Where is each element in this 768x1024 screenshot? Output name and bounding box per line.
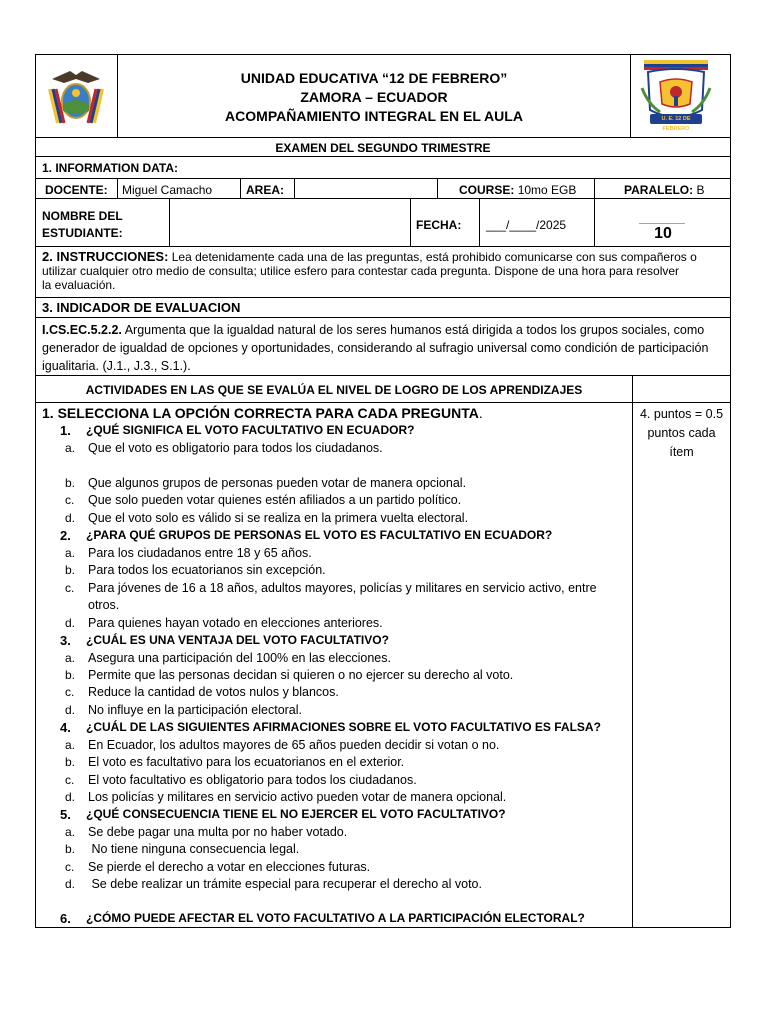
question-5-number: 5. bbox=[60, 807, 71, 822]
paralelo-field bbox=[624, 183, 704, 197]
course-field bbox=[459, 183, 576, 197]
indicator-label: 3. INDICADOR DE EVALUACION bbox=[42, 300, 241, 315]
q4-option-b[interactable]: El voto es facultativo para los ecuatorianos en el exterior. bbox=[88, 755, 405, 769]
info-section-label: 1. INFORMATION DATA: bbox=[42, 161, 178, 175]
q5-option-b[interactable]: No tiene ninguna consecuencia legal. bbox=[88, 842, 300, 856]
q1-option-d-letter: d. bbox=[65, 511, 76, 525]
school-city: ZAMORA – ECUADOR bbox=[300, 89, 448, 105]
q5-option-a-letter: a. bbox=[65, 825, 76, 839]
q2-option-a[interactable]: Para los ciudadanos entre 18 y 65 años. bbox=[88, 546, 312, 560]
course-value: 10mo EGB bbox=[517, 183, 577, 197]
q3-option-b[interactable]: Permite que las personas decidan si quieren o no ejercer su derecho al voto. bbox=[88, 668, 514, 682]
instructions-line-1: Lea detenidamente cada una de las preguntas, está prohibido comunicarse con sus compañeros o bbox=[168, 250, 697, 264]
instructions-block bbox=[42, 250, 726, 292]
q3-option-d-letter: d. bbox=[65, 703, 76, 717]
indicator-block bbox=[42, 321, 726, 375]
points-note bbox=[633, 405, 730, 462]
indicator-code: I.CS.EC.5.2.2. bbox=[42, 323, 122, 337]
nombre-label bbox=[42, 208, 123, 242]
question-1-text: ¿QUÉ SIGNIFICA EL VOTO FACULTATIVO EN ECUADOR? bbox=[86, 423, 415, 437]
question-6-number: 6. bbox=[60, 911, 71, 926]
q5-option-a[interactable]: Se debe pagar una multa por no haber votado. bbox=[88, 825, 348, 839]
exam-title: EXAMEN DEL SEGUNDO TRIMESTRE bbox=[275, 141, 491, 155]
q4-option-c[interactable]: El voto facultativo es obligatorio para todos los ciudadanos. bbox=[88, 773, 417, 787]
header-titles bbox=[118, 69, 630, 126]
nombre-label-line-2: ESTUDIANTE: bbox=[42, 226, 123, 240]
q3-option-a-letter: a. bbox=[65, 651, 76, 665]
exam-sheet bbox=[35, 54, 731, 928]
school-logo-icon bbox=[638, 58, 714, 134]
q1-option-c[interactable]: Que solo pueden votar quienes estén afiliados a un partido político. bbox=[88, 493, 462, 507]
q3-option-a[interactable]: Asegura una participación del 100% en las elecciones. bbox=[88, 651, 391, 665]
q5-option-d[interactable]: Se debe realizar un trámite especial para recuperar el derecho al voto. bbox=[88, 877, 482, 891]
q1-option-b[interactable]: Que algunos grupos de personas pueden votar de manera opcional. bbox=[88, 476, 467, 490]
score-value: 10 bbox=[654, 225, 672, 242]
question-4-text: ¿CUÁL DE LAS SIGUIENTES AFIRMACIONES SOBRE EL VOTO FACULTATIVO ES FALSA? bbox=[86, 720, 601, 734]
points-line-3: ítem bbox=[669, 445, 694, 459]
question-2-text: ¿PARA QUÉ GRUPOS DE PERSONAS EL VOTO ES FACULTATIVO EN ECUADOR? bbox=[86, 528, 553, 542]
question-2-number: 2. bbox=[60, 528, 71, 543]
question-6-text: ¿CÓMO PUEDE AFECTAR EL VOTO FACULTATIVO A LA PARTICIPACIÓN ELECTORAL? bbox=[86, 911, 585, 925]
school-logo-label: U. E. 12 DE FEBRERO bbox=[661, 116, 691, 132]
docente-value: Miguel Camacho bbox=[122, 183, 213, 197]
indicator-line-2: generador de igualdad de opciones y oportunidades, considerando al sufragio universal como condición de participación bbox=[42, 341, 709, 355]
q2-option-d-letter: d. bbox=[65, 616, 76, 630]
school-name: UNIDAD EDUCATIVA “12 DE FEBRERO” bbox=[240, 70, 508, 86]
nombre-label-line-1: NOMBRE DEL bbox=[42, 209, 123, 223]
points-line-2: puntos cada bbox=[647, 426, 716, 440]
q1-option-a[interactable]: Que el voto es obligatorio para todos los ciudadanos. bbox=[88, 441, 383, 455]
section-1-title: 1. SELECCIONA LA OPCIÓN CORRECTA PARA CADA PREGUNTA. bbox=[42, 405, 483, 421]
q3-option-c[interactable]: Reduce la cantidad de votos nulos y blancos. bbox=[88, 685, 339, 699]
question-3-text: ¿CUÁL ES UNA VENTAJA DEL VOTO FACULTATIVO? bbox=[86, 633, 389, 647]
q3-option-d[interactable]: No influye en la participación electoral. bbox=[88, 703, 303, 717]
q4-option-a[interactable]: En Ecuador, los adultos mayores de 65 años pueden decidir si votan o no. bbox=[88, 738, 500, 752]
student-name-field[interactable] bbox=[172, 201, 407, 243]
points-line-1: 4. puntos = 0.5 bbox=[639, 407, 724, 421]
ecuador-coat-of-arms-icon bbox=[44, 65, 108, 129]
q3-option-b-letter: b. bbox=[65, 668, 76, 682]
q4-option-b-letter: b. bbox=[65, 755, 76, 769]
indicator-line-3: igualitaria. (J.1., J.3., S.1.). bbox=[42, 359, 191, 373]
question-3-number: 3. bbox=[60, 633, 71, 648]
q2-option-b[interactable]: Para todos los ecuatorianos sin excepción. bbox=[88, 563, 326, 577]
q4-option-d-letter: d. bbox=[65, 790, 76, 804]
q4-option-d[interactable]: Los policías y militares en servicio activo pueden votar de manera opcional. bbox=[88, 790, 507, 804]
q2-option-c-continued: otros. bbox=[88, 598, 120, 612]
q2-option-d[interactable]: Para quienes hayan votado en elecciones anteriores. bbox=[88, 616, 383, 630]
q2-option-b-letter: b. bbox=[65, 563, 76, 577]
q1-option-d[interactable]: Que el voto solo es válido si se realiza en la primera vuelta electoral. bbox=[88, 511, 469, 525]
q2-option-c[interactable]: Para jóvenes de 16 a 18 años, adultos mayores, policías y militares en servicio activo, entre bbox=[88, 581, 597, 595]
q5-option-c-letter: c. bbox=[65, 860, 75, 874]
program-name: ACOMPAÑAMIENTO INTEGRAL EN EL AULA bbox=[225, 108, 523, 124]
area-field[interactable] bbox=[300, 183, 430, 197]
q2-option-a-letter: a. bbox=[65, 546, 76, 560]
docente-label: DOCENTE: bbox=[45, 183, 108, 197]
question-1-number: 1. bbox=[60, 423, 71, 438]
question-5-text: ¿QUÉ CONSECUENCIA TIENE EL NO EJERCER EL VOTO FACULTATIVO? bbox=[86, 807, 506, 821]
q5-option-c[interactable]: Se pierde el derecho a votar en elecciones futuras. bbox=[88, 860, 371, 874]
paralelo-value: B bbox=[696, 183, 705, 197]
fecha-field[interactable]: ___/____/2025 bbox=[486, 218, 567, 232]
paralelo-label: PARALELO: bbox=[624, 183, 694, 197]
q4-option-c-letter: c. bbox=[65, 773, 75, 787]
fecha-label: FECHA: bbox=[416, 218, 462, 232]
score-line bbox=[639, 223, 685, 224]
indicator-line-1: Argumenta que la igualdad natural de los seres humanos está dirigida a todos los grupos sociales, como bbox=[121, 323, 705, 337]
instructions-label: 2. INSTRUCCIONES: bbox=[42, 249, 169, 264]
q1-option-b-letter: b. bbox=[65, 476, 76, 490]
question-4-number: 4. bbox=[60, 720, 71, 735]
q4-option-a-letter: a. bbox=[65, 738, 76, 752]
q3-option-c-letter: c. bbox=[65, 685, 75, 699]
q5-option-d-letter: d. bbox=[65, 877, 76, 891]
area-label: AREA: bbox=[246, 183, 284, 197]
instructions-line-3: la evaluación. bbox=[42, 278, 116, 292]
activities-header: ACTIVIDADES EN LAS QUE SE EVALÚA EL NIVEL DE LOGRO DE LOS APRENDIZAJES bbox=[85, 383, 583, 397]
q5-option-b-letter: b. bbox=[65, 842, 76, 856]
q1-option-a-letter: a. bbox=[65, 441, 76, 455]
course-label: COURSE: bbox=[459, 183, 515, 197]
q2-option-c-letter: c. bbox=[65, 581, 75, 595]
q1-option-c-letter: c. bbox=[65, 493, 75, 507]
instructions-line-2: utilizar cualquier otro medio de consulta; utilice esfero para contestar cada pregunta. Dispone de una hora para resolver bbox=[42, 264, 680, 278]
